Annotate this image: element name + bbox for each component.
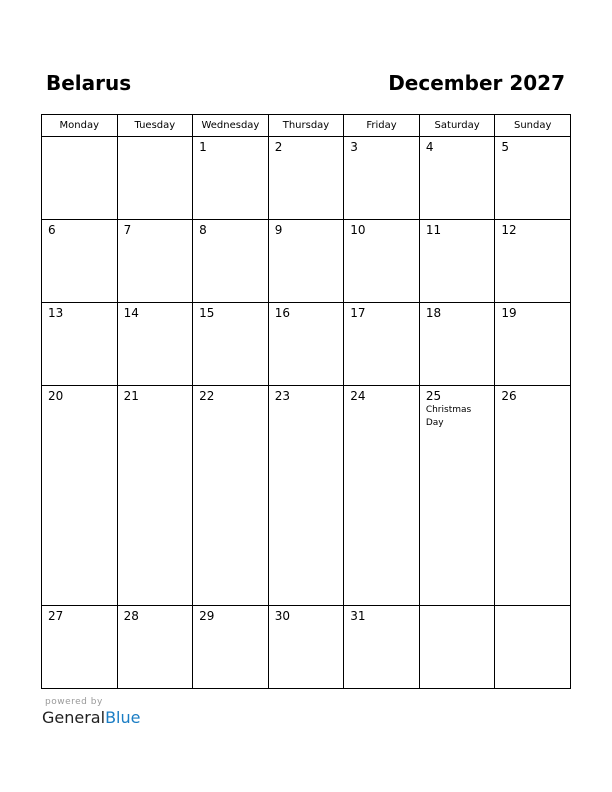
day-number: 17 — [350, 306, 366, 321]
day-number: 28 — [123, 608, 139, 623]
day-number: 11 — [425, 223, 442, 238]
day-cell — [268, 137, 344, 220]
day-number: 21 — [123, 389, 139, 404]
day-cell — [495, 386, 571, 606]
day-number: 30 — [274, 608, 290, 623]
day-cell — [344, 605, 420, 688]
day-cell — [117, 220, 193, 303]
day-cell — [42, 386, 118, 606]
day-cell — [419, 386, 495, 606]
weekday-header-row — [42, 115, 571, 137]
week-row — [42, 605, 571, 688]
day-number: 16 — [274, 306, 290, 321]
day-cell — [268, 303, 344, 386]
day-number: 3 — [350, 140, 358, 154]
day-cell — [419, 303, 495, 386]
holiday-label: Christmas Day — [425, 405, 472, 429]
month-title: December 2027 — [388, 71, 565, 95]
logo-blue-text: Blue — [105, 708, 141, 727]
day-cell — [268, 386, 344, 606]
country-title: Belarus — [46, 71, 132, 95]
day-number: 23 — [274, 389, 290, 404]
weekday-friday: Friday — [344, 115, 420, 137]
day-cell — [344, 303, 420, 386]
day-number: 25 — [425, 389, 442, 404]
calendar-grid — [41, 114, 571, 689]
week-row — [42, 137, 571, 220]
day-cell — [42, 220, 118, 303]
day-number: 15 — [199, 306, 215, 321]
day-cell — [419, 605, 495, 688]
day-number: 19 — [501, 306, 517, 321]
weekday-saturday: Saturday — [419, 115, 495, 137]
day-cell — [117, 605, 193, 688]
day-cell — [344, 220, 420, 303]
day-cell — [117, 386, 193, 606]
day-number: 10 — [350, 223, 366, 238]
day-number: 7 — [123, 223, 132, 238]
day-number: 26 — [501, 389, 517, 404]
day-cell — [495, 220, 571, 303]
day-number: 9 — [274, 223, 283, 238]
day-cell — [268, 220, 344, 303]
day-number: 12 — [501, 223, 517, 238]
day-cell — [495, 605, 571, 688]
day-cell — [193, 386, 269, 606]
day-cell — [495, 137, 571, 220]
day-number: 8 — [199, 223, 207, 238]
logo-general-text: General — [42, 708, 106, 727]
day-number: 1 — [199, 140, 207, 154]
day-number: 2 — [274, 140, 283, 154]
day-number: 22 — [199, 389, 215, 404]
day-cell — [42, 605, 118, 688]
day-cell — [193, 303, 269, 386]
day-cell — [344, 137, 420, 220]
powered-by-text: powered by — [45, 697, 103, 707]
day-cell — [42, 137, 118, 220]
weekday-thursday: Thursday — [268, 115, 344, 137]
day-cell — [268, 605, 344, 688]
day-cell — [117, 137, 193, 220]
day-cell — [193, 137, 269, 220]
day-cell — [344, 386, 420, 606]
week-row — [42, 303, 571, 386]
day-number: 6 — [48, 223, 56, 238]
day-number: 13 — [48, 306, 64, 321]
day-cell — [42, 303, 118, 386]
weekday-sunday: Sunday — [495, 115, 571, 137]
weekday-wednesday: Wednesday — [193, 115, 269, 137]
day-number: 4 — [425, 140, 434, 154]
weekday-tuesday: Tuesday — [117, 115, 193, 137]
day-number: 31 — [350, 608, 366, 623]
weekday-monday: Monday — [42, 115, 118, 137]
day-cell — [419, 137, 495, 220]
day-number: 29 — [199, 608, 215, 623]
day-number: 27 — [48, 608, 64, 623]
day-cell — [495, 303, 571, 386]
day-number: 20 — [48, 389, 64, 404]
day-number: 5 — [501, 140, 510, 154]
week-row — [42, 220, 571, 303]
day-number: 14 — [123, 306, 139, 321]
day-number: 18 — [425, 306, 442, 321]
day-cell — [117, 303, 193, 386]
day-cell — [419, 220, 495, 303]
day-cell — [193, 220, 269, 303]
week-row — [42, 386, 571, 606]
generalblue-logo[interactable] — [42, 708, 140, 727]
day-cell — [193, 605, 269, 688]
day-number: 24 — [350, 389, 366, 404]
